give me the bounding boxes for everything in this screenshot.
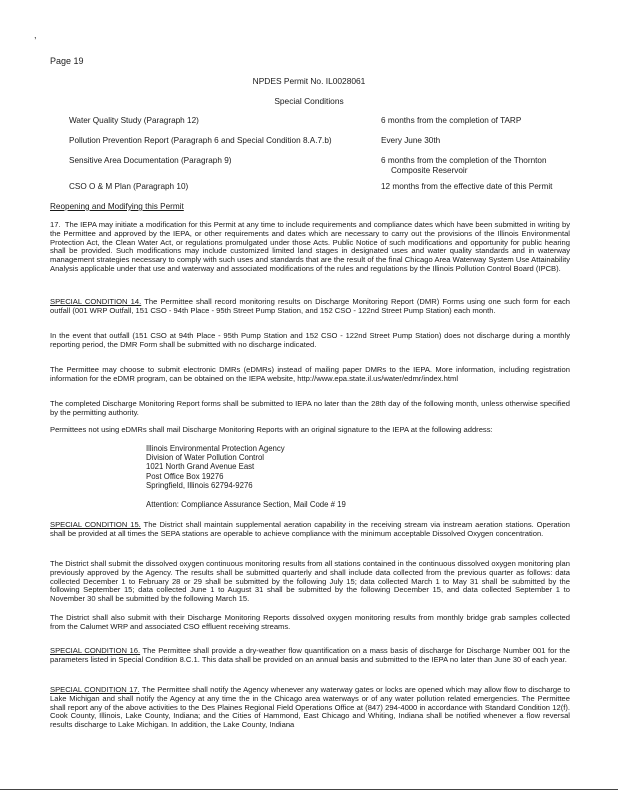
page-bottom-border	[0, 789, 618, 790]
special-conditions-title: Special Conditions	[274, 96, 344, 106]
mailing-address	[146, 444, 285, 490]
schedule-due: 6 months from the completion of TARP	[381, 116, 522, 125]
schedule-item: Water Quality Study (Paragraph 12)	[69, 116, 199, 125]
paragraph-number: 17.	[50, 220, 61, 229]
address-line: Post Office Box 19276	[146, 471, 224, 481]
special-condition-16	[50, 647, 570, 665]
sc14-mailing: Permittees not using eDMRs shall mail Discharge Monitoring Reports with an original signature to the IEPA at the following address:	[50, 425, 493, 434]
reopening-paragraph	[50, 221, 570, 274]
sc17-text: The Permittee shall notify the Agency whenever any waterway gates or locks are opened which may allow flow to discharge to Lake Michigan and shall notify the Agency at any time the in the Chicago area waterways or of any water pollution related emergencies. The Permittee shall report any of the above activities to the Des Plaines Regional Field Operations Office at (847) 294-4000 in accordance with Standard Condition 12(f). Cook County, Illinois, Lake County, Indiana; and the Cities of Hammond, East Chicago and Whiting, Indiana shall be notified whenever a flow reversal results discharge to Lake Michigan. In addition, the Lake County, Indiana	[50, 685, 570, 729]
sc14-due-date: The completed Discharge Monitoring Report forms shall be submitted to IEPA no later than the 28th day of the following month, unless otherwise specified by the permitting authority.	[50, 399, 570, 417]
schedule-item: Sensitive Area Documentation (Paragraph 9)	[69, 156, 232, 165]
sc15-bridge-samples: The District shall also submit with their Discharge Monitoring Reports dissolved oxygen monitoring results from monthly bridge grab samples collected from the Calumet WRP and associated CSO effluent receiving streams.	[50, 613, 570, 631]
special-condition-14	[50, 298, 570, 316]
reopening-text: The IEPA may initiate a modification for this Permit at any time to include requirements and compliance dates which have been submitted in writing by the Permittee and approved by the IEPA, or other requirements and dates which are necessary to carry out the provisions of the Illinois Environmental Protection Act, the Clean Water Act, or regulations promulgated under those Acts. Public Notice of such modifications and opportunity for public hearing shall be provided. Such modifications may include customized limited land stages in designated uses and water quality standards and in waterway management strategies necessary to comply with such uses and standards that are the result of the final Chicago Area Waterway System Use Attainability Analysis applicable under that use and waterway and associated modifications of the rules and regulations by the Illinois Pollution Control Board (IPCB).	[50, 220, 570, 273]
sc14-title: SPECIAL CONDITION 14.	[50, 297, 142, 306]
address-line: Springfield, Illinois 62794-9276	[146, 480, 253, 490]
sc17-title: SPECIAL CONDITION 17.	[50, 685, 140, 694]
reopening-heading: Reopening and Modifying this Permit	[50, 202, 184, 211]
schedule-item: Pollution Prevention Report (Paragraph 6 and Special Condition 8.A.7.b)	[69, 136, 332, 145]
sc16-title: SPECIAL CONDITION 16.	[50, 646, 141, 655]
schedule-due: 6 months from the completion of the Thornton	[381, 156, 547, 165]
page-number: Page 19	[50, 56, 84, 66]
schedule-due-cont: Composite Reservoir	[391, 166, 468, 175]
permit-number: NPDES Permit No. IL0028061	[252, 76, 366, 86]
attention-line: Attention: Compliance Assurance Section, Mail Code # 19	[146, 500, 346, 509]
sc15-monitoring-results: The District shall submit the dissolved oxygen continuous monitoring results from all stations contained in the continuous dissolved oxygen monitoring plan previously approved by the Agency. The results shall be submitted quarterly and shall include data collected from the previous quarter as follows: data collected December 1 to February 28 or 29 shall be submitted by the following July 15; data collected March 1 to May 31 shall be submitted by the following September 15; data collected June 1 to August 31 shall be submitted by the following December 15, and data collected September 1 to November 30 shall be submitted by the following March 15.	[50, 559, 570, 603]
sc14-edmr: The Permittee may choose to submit electronic DMRs (eDMRs) instead of mailing paper DMRs to the IEPA. More information, including registration information for the eDMR program, can be obtained on the IEPA website, http://www.epa.state.il.us/water/edmr/index.html	[50, 365, 570, 383]
sc16-text: The Permittee shall provide a dry-weather flow quantification on a mass basis of discharge for Discharge Number 001 for the parameters listed in Special Condition 8.C.1. This data shall be provided on an annual basis and submitted to the IEPA no later than June 30 of each year.	[50, 646, 570, 664]
special-condition-15	[50, 521, 570, 539]
address-line: Illinois Environmental Protection Agency	[146, 444, 285, 453]
schedule-item: CSO O & M Plan (Paragraph 10)	[69, 182, 189, 191]
special-condition-17	[50, 686, 570, 730]
sc15-title: SPECIAL CONDITION 15.	[50, 520, 141, 529]
scan-marks: ,	[34, 30, 37, 40]
sc14-no-discharge: In the event that outfall (151 CSO at 94th Place - 95th Pump Station and 152 CSO - 122nd Street Pump Station) does not discharge during a monthly reporting period, the DMR Form shall be submitted with no discharge indicated.	[50, 331, 570, 349]
sc14-text: The Permittee shall record monitoring results on Discharge Monitoring Report (DMR) Forms using one such form for each outfall (001 WRP Outfall, 151 CSO - 94th Place - 95th Street Pump Station, and 152 CSO - 122nd Street Pump Station) each month.	[50, 297, 570, 315]
schedule-due: 12 months from the effective date of this Permit	[381, 182, 553, 191]
address-line: Division of Water Pollution Control	[146, 453, 265, 463]
sc15-text: The District shall maintain supplemental aeration capability in the receiving stream via instream aeration stations. Operation shall be provided at all times the SEPA stations are operable to achieve compliance with the minimum acceptable Dissolved Oxygen concentration.	[50, 520, 570, 538]
address-line: 1021 North Grand Avenue East	[146, 462, 255, 472]
schedule-due: Every June 30th	[381, 136, 441, 145]
